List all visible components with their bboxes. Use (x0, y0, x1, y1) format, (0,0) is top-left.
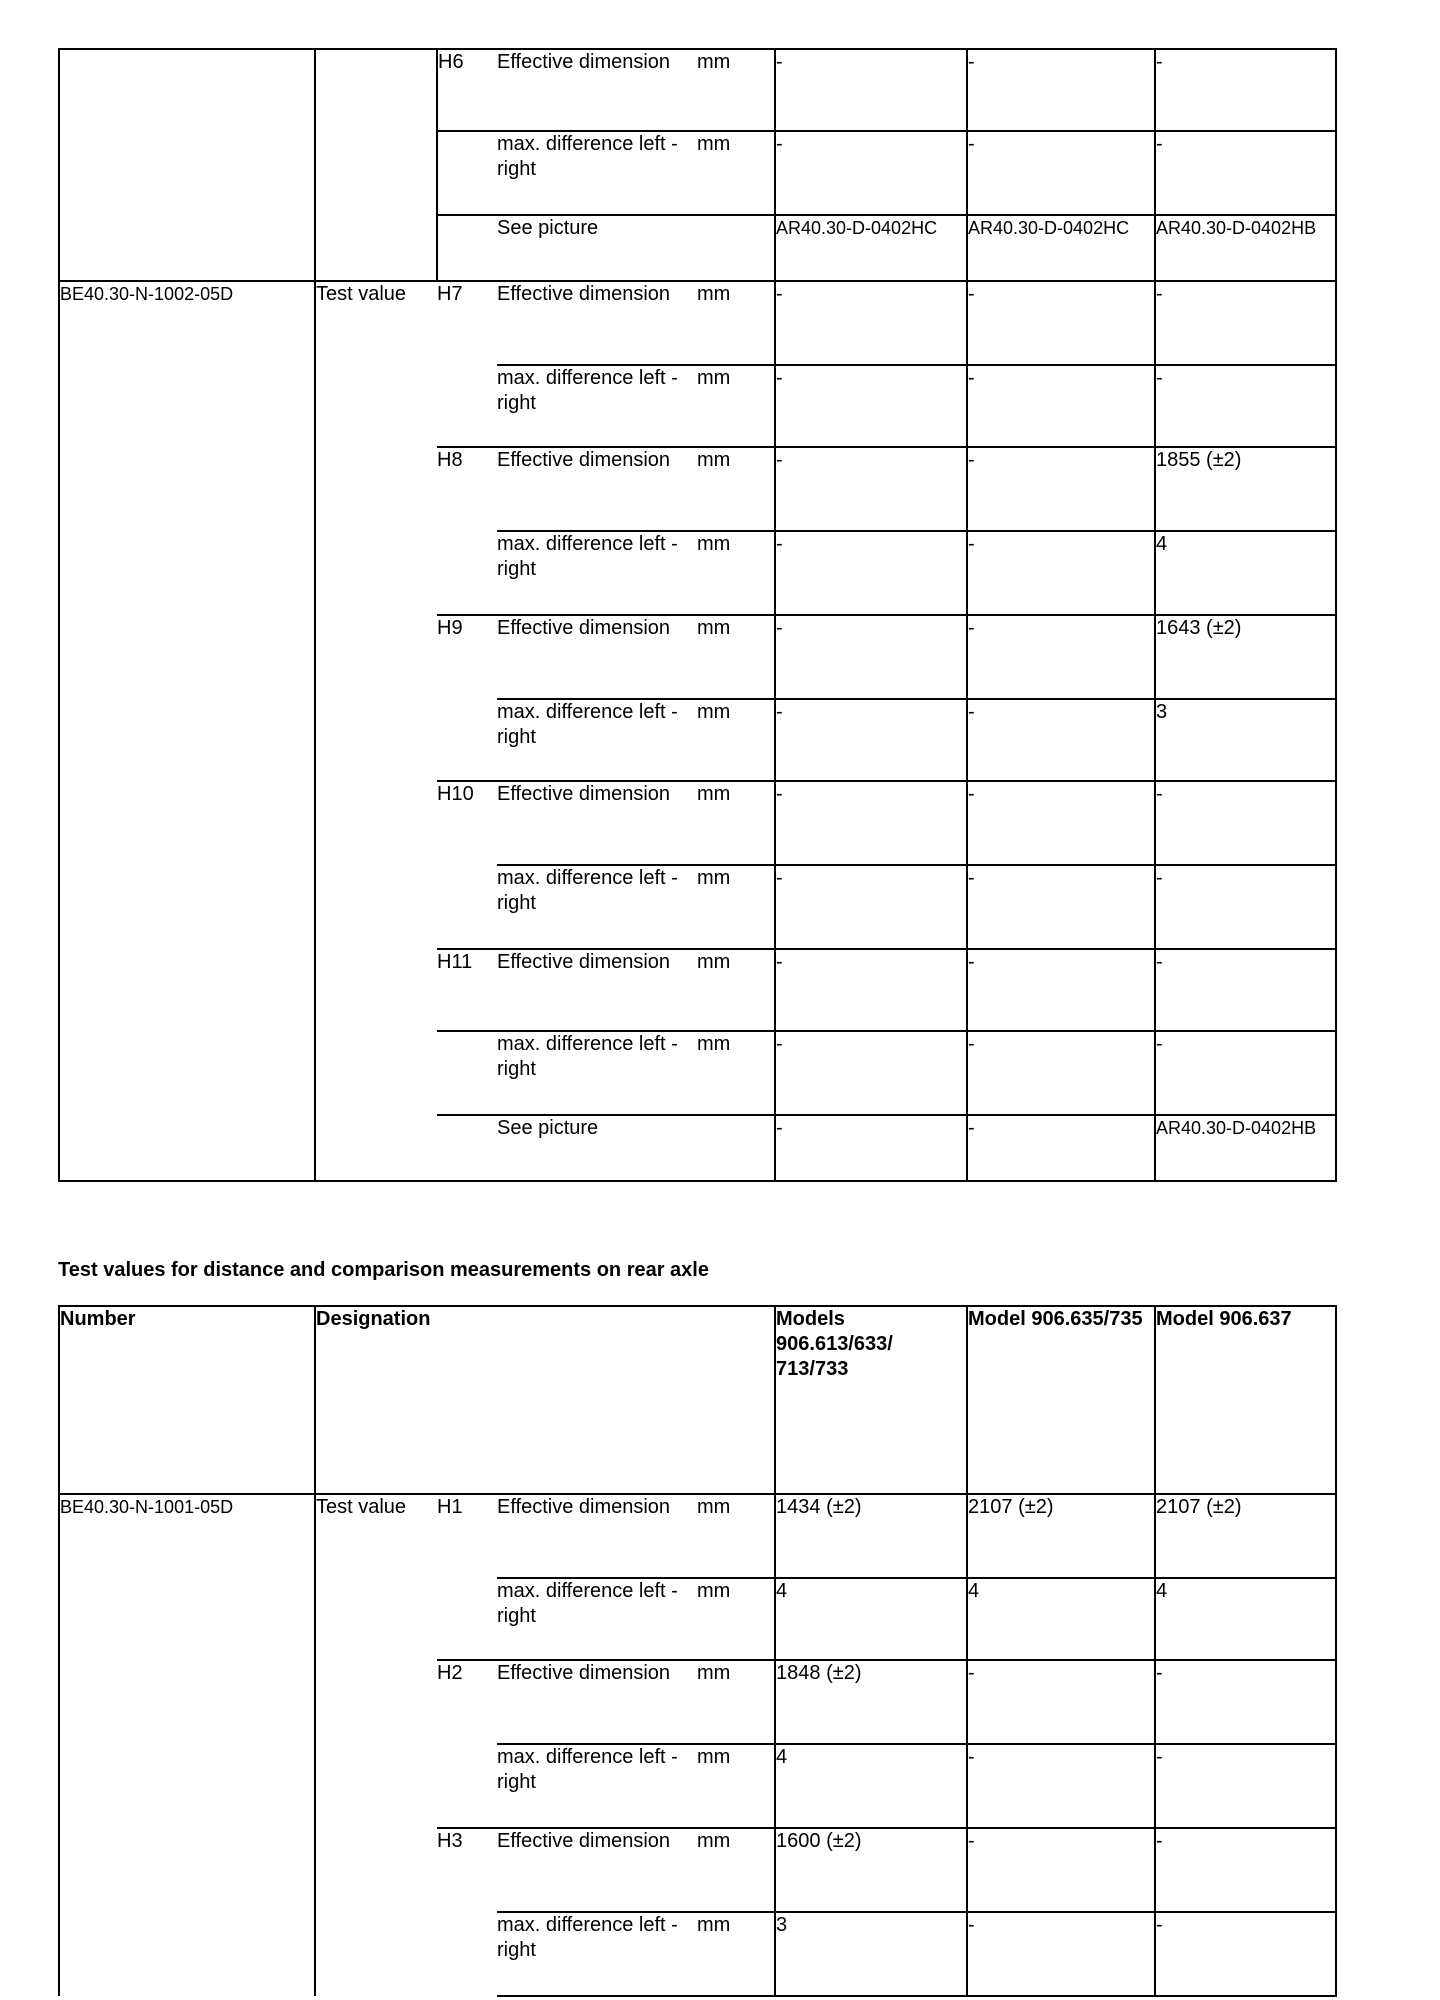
measure-code (437, 1031, 497, 1115)
value-col1: 4 (775, 1578, 967, 1660)
value-col3: - (1155, 865, 1336, 949)
measure-code: H7 (437, 281, 497, 365)
value-col3: - (1155, 365, 1336, 447)
measure-code (437, 1115, 497, 1181)
value-col2: - (967, 615, 1155, 699)
header-model-3: Model 906.637 (1155, 1306, 1336, 1494)
value-col3: - (1155, 131, 1336, 215)
measure-code (437, 131, 497, 215)
measure-label: max. difference left - right (497, 1912, 697, 1996)
value-col2: - (967, 1115, 1155, 1181)
value-col1: 3 (775, 1912, 967, 1996)
measure-unit: mm (697, 1744, 775, 1828)
value-col1: - (775, 1115, 967, 1181)
measure-label: Effective dimension (497, 447, 697, 531)
value-col3: AR40.30-D-0402HB (1155, 215, 1336, 281)
measure-code: H8 (437, 447, 497, 531)
measure-unit: mm (697, 1578, 775, 1660)
measure-label: Effective dimension (497, 615, 697, 699)
value-col1: - (775, 49, 967, 131)
value-col2: - (967, 1660, 1155, 1744)
measure-unit: mm (697, 365, 775, 447)
designation-cell-empty (315, 49, 437, 281)
measure-label: See picture (497, 1115, 697, 1181)
header-number: Number (59, 1306, 315, 1494)
measure-unit: mm (697, 281, 775, 365)
header-models-1: Models 906.613/633/ 713/733 (775, 1306, 967, 1494)
value-col2: 2107 (±2) (967, 1494, 1155, 1578)
measure-label: max. difference left - right (497, 131, 697, 215)
value-col2: AR40.30-D-0402HC (967, 215, 1155, 281)
measure-label: Effective dimension (497, 281, 697, 365)
value-col2: - (967, 281, 1155, 365)
rear-axle-test-values-table (58, 1305, 1337, 1997)
measure-code: H1 (437, 1494, 497, 1578)
measure-unit: mm (697, 699, 775, 781)
front-axle-test-values-table (58, 48, 1337, 1182)
value-col3: - (1155, 949, 1336, 1031)
measure-code (437, 1912, 497, 1996)
value-col1: AR40.30-D-0402HC (775, 215, 967, 281)
measure-code: H9 (437, 615, 497, 699)
value-col2: - (967, 49, 1155, 131)
value-col1: 1848 (±2) (775, 1660, 967, 1744)
measure-unit: mm (697, 949, 775, 1031)
measure-label: Effective dimension (497, 1828, 697, 1912)
value-col3: 1855 (±2) (1155, 447, 1336, 531)
value-col1: 4 (775, 1744, 967, 1828)
measure-label: max. difference left - right (497, 1744, 697, 1828)
measure-label: Effective dimension (497, 781, 697, 865)
measure-label: max. difference left - right (497, 1031, 697, 1115)
measure-unit: mm (697, 447, 775, 531)
value-col1: - (775, 949, 967, 1031)
value-col3: 4 (1155, 1578, 1336, 1660)
measure-label: See picture (497, 215, 697, 281)
measure-code: H6 (438, 51, 464, 73)
measure-unit: mm (697, 1494, 775, 1578)
measure-label: max. difference left - right (497, 1578, 697, 1660)
value-col3: 3 (1155, 699, 1336, 781)
measure-code: H3 (437, 1828, 497, 1912)
measure-unit: mm (697, 51, 731, 73)
value-col2: - (967, 365, 1155, 447)
measure-label: Effective dimension (497, 1660, 697, 1744)
value-col2: - (967, 699, 1155, 781)
value-col1: - (775, 615, 967, 699)
value-col3: 4 (1155, 531, 1336, 615)
value-col1: 1600 (±2) (775, 1828, 967, 1912)
measure-unit: mm (697, 1828, 775, 1912)
value-col2: - (967, 781, 1155, 865)
measure-unit: mm (697, 615, 775, 699)
measure-unit: mm (697, 1031, 775, 1115)
value-col1: - (775, 699, 967, 781)
measure-code (437, 1744, 497, 1828)
value-col1: - (775, 531, 967, 615)
measure-code (437, 699, 497, 781)
measure-code (437, 1578, 497, 1660)
value-col2: - (967, 1031, 1155, 1115)
measure-label: max. difference left - right (497, 531, 697, 615)
measure-label: max. difference left - right (497, 365, 697, 447)
group-designation: Test value (315, 281, 437, 1181)
group-number: BE40.30-N-1002-05D (59, 281, 315, 1181)
value-col3: - (1155, 1031, 1336, 1115)
value-col1: - (775, 447, 967, 531)
value-col1: - (775, 865, 967, 949)
value-col2: - (967, 447, 1155, 531)
measure-unit: mm (697, 865, 775, 949)
header-model-2: Model 906.635/735 (967, 1306, 1155, 1494)
value-col1: - (775, 365, 967, 447)
measure-label: Effective dimension (497, 51, 671, 73)
value-col3: - (1155, 1660, 1336, 1744)
measure-code (437, 865, 497, 949)
value-col1: - (775, 1031, 967, 1115)
section-title: Test values for distance and comparison measurements on rear axle (58, 1259, 709, 1281)
value-col2: - (967, 1912, 1155, 1996)
value-col3: - (1155, 1828, 1336, 1912)
measure-unit: mm (697, 1912, 775, 1996)
table-row (59, 281, 1336, 365)
value-col3: - (1155, 781, 1336, 865)
measure-label: Effective dimension (497, 949, 697, 1031)
value-col2: - (967, 1744, 1155, 1828)
measure-code (437, 531, 497, 615)
value-col2: - (967, 865, 1155, 949)
measure-unit: mm (697, 1660, 775, 1744)
measure-label: max. difference left - right (497, 699, 697, 781)
measure-unit: mm (697, 781, 775, 865)
measure-code: H2 (437, 1660, 497, 1744)
value-col1: - (775, 131, 967, 215)
measure-label: max. difference left - right (497, 865, 697, 949)
table-header-row (59, 1306, 1336, 1494)
table-row (59, 49, 1336, 131)
value-col3: - (1155, 1744, 1336, 1828)
value-col1: - (775, 281, 967, 365)
measure-unit: mm (697, 131, 775, 215)
value-col3: AR40.30-D-0402HB (1155, 1115, 1336, 1181)
measure-code: H10 (437, 781, 497, 865)
value-col2: - (967, 1828, 1155, 1912)
value-col2: - (967, 531, 1155, 615)
header-designation: Designation (315, 1306, 775, 1494)
value-col3: 2107 (±2) (1155, 1494, 1336, 1578)
measure-label: Effective dimension (497, 1494, 697, 1578)
number-cell-empty (59, 49, 315, 281)
group-number: BE40.30-N-1001-05D (59, 1494, 315, 1996)
value-col2: - (967, 131, 1155, 215)
value-col3: - (1155, 281, 1336, 365)
measure-code (437, 215, 497, 281)
value-col3: - (1155, 1912, 1336, 1996)
measure-unit: mm (697, 531, 775, 615)
value-col1: 1434 (±2) (775, 1494, 967, 1578)
measure-code: H11 (437, 949, 497, 1031)
value-col2: 4 (967, 1578, 1155, 1660)
value-col3: 1643 (±2) (1155, 615, 1336, 699)
group-designation: Test value (315, 1494, 437, 1996)
measure-code (437, 365, 497, 447)
measure-unit (697, 1115, 775, 1181)
table-row (59, 1494, 1336, 1578)
value-col1: - (775, 781, 967, 865)
value-col3: - (1155, 49, 1336, 131)
value-col2: - (967, 949, 1155, 1031)
measure-unit (697, 215, 775, 281)
